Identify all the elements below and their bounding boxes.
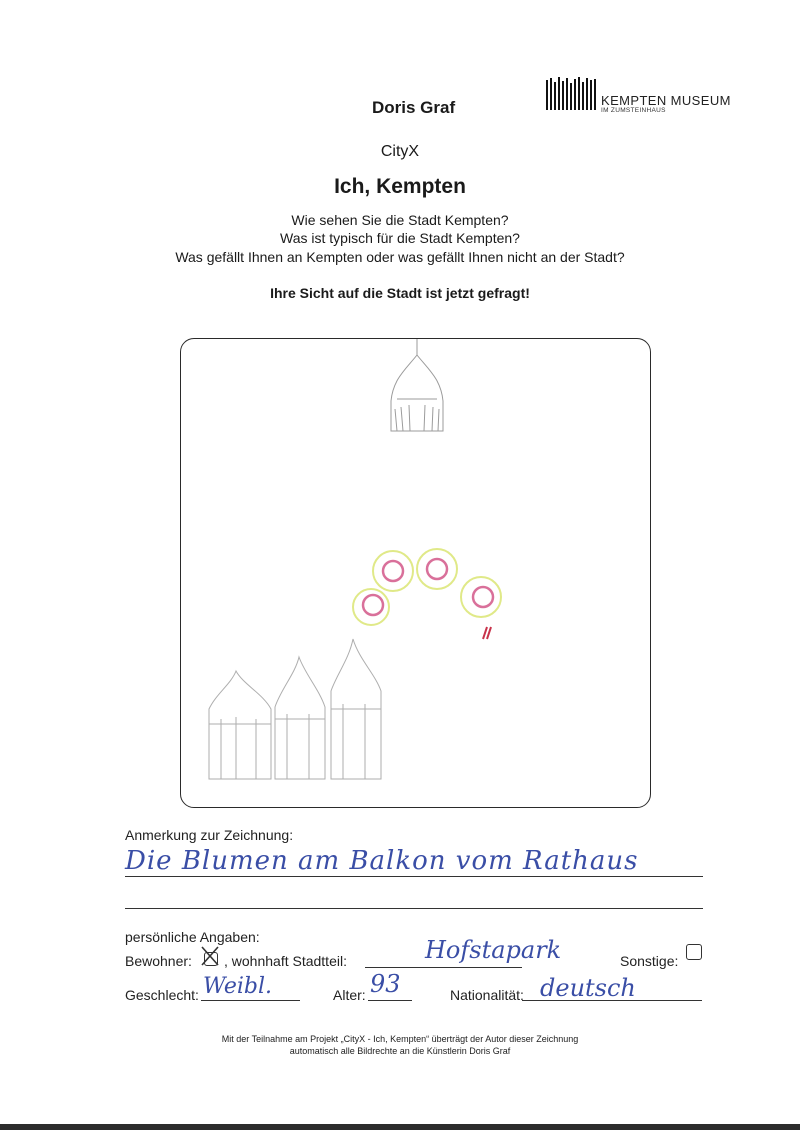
remark-line-2 — [125, 908, 703, 909]
drawing-frame — [180, 338, 651, 808]
question-1: Wie sehen Sie die Stadt Kempten? — [291, 212, 509, 228]
personal-label: persönliche Angaben: — [125, 929, 260, 945]
gender-line — [201, 1000, 300, 1001]
prompt-text: Ihre Sicht auf die Stadt ist jetzt gefragt! — [270, 285, 530, 301]
gender-label: Geschlecht: — [125, 987, 199, 1003]
footer-line-2: automatisch alle Bildrechte an die Künstlerin Doris Graf — [289, 1046, 511, 1056]
page-title: Ich, Kempten — [334, 175, 466, 198]
checkbox-cross-icon — [203, 949, 217, 963]
scan-edge — [0, 1124, 800, 1130]
nationality-label: Nationalität: — [450, 987, 524, 1003]
age-handwriting: 93 — [370, 970, 401, 998]
footer-line-1: Mit der Teilnahme am Projekt „CityX - Ich, Kempten“ überträgt der Autor dieser Zeichnung — [221, 1034, 579, 1044]
remark-label: Anmerkung zur Zeichnung: — [125, 827, 294, 843]
question-2: Was ist typisch für die Stadt Kempten? — [280, 230, 520, 246]
project-name: CityX — [380, 143, 420, 160]
resident-label: Bewohner: — [125, 953, 192, 969]
question-3: Was gefällt Ihnen an Kempten oder was gefällt Ihnen nicht an der Stadt? — [175, 249, 625, 265]
age-label: Alter: — [333, 987, 366, 1003]
museum-logo-mark — [545, 74, 599, 114]
museum-name: KEMPTEN MUSEUM — [601, 93, 731, 108]
author-name: Doris Graf — [372, 98, 456, 117]
district-handwriting: Hofstapark — [425, 936, 562, 964]
drawing-pencil-sketch — [181, 339, 652, 809]
remark-line-1 — [125, 876, 703, 877]
nationality-line — [522, 1000, 702, 1001]
district-line — [365, 967, 522, 968]
nationality-handwriting: deutsch — [540, 974, 636, 1002]
other-label: Sonstige: — [620, 953, 679, 969]
remark-handwriting: Die Blumen am Balkon vom Rathaus — [125, 846, 639, 876]
resident-checkbox[interactable] — [204, 952, 218, 966]
district-label: , wohnhaft Stadtteil: — [224, 953, 347, 969]
other-checkbox[interactable] — [686, 944, 702, 960]
museum-subtitle: IM ZUMSTEINHAUS — [601, 107, 666, 114]
age-line — [368, 1000, 412, 1001]
museum-logo — [545, 74, 735, 114]
gender-handwriting: Weibl. — [203, 974, 272, 999]
